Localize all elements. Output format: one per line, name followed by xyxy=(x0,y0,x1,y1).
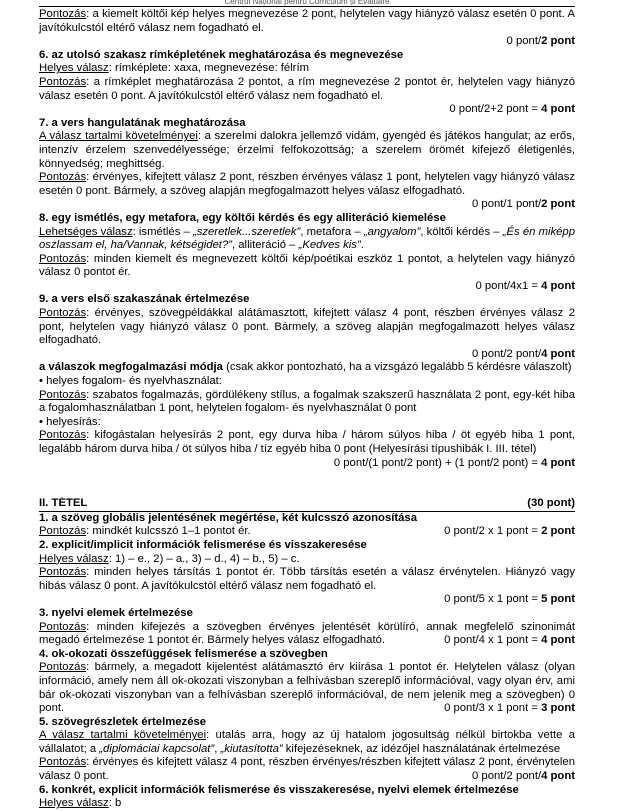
score-line: 0 pont/2 pont/4 pont xyxy=(472,347,575,360)
question-title: 3. nyelvi elemek értelmezése xyxy=(39,606,193,619)
question-title: 9. a vers első szakaszának értelmezése xyxy=(39,293,250,306)
scoring-text: Pontozás: a rímképlet meghatározása 2 pontot, a rím megnevezése 2 pontot ér, helytelen vagy hiányzó válasz esetén 0 pont. A javítókulcstól eltérő válasz nem fogadható el. xyxy=(39,75,575,102)
score-line: 0 pont/2 pont xyxy=(506,35,575,48)
scoring-text: Pontozás: érvényes és kifejtett válasz 4 pont, részben érvényes/részben kifejtett válasz 2 pont, érvénytelen válasz 0 pont. xyxy=(39,756,575,783)
answer-text: A válasz tartalmi követelményei: a szerelmi dalokra jellemző vidám, gyengéd és játékos hangulat; az erős, intenzív érzelem szenvedélyessége; érzelmi felfokozottság; a szerelem örömét kifejező életigenlés, könnyedség; meghittség. xyxy=(39,130,575,170)
score-line: 0 pont/5 x 1 pont = 5 pont xyxy=(444,593,575,606)
question-title: 6. az utolsó szakasz rímképletének meghatározása és megnevezése xyxy=(39,48,404,61)
score-line: 0 pont/2 pont/4 pont xyxy=(472,770,575,783)
answer-text: Helyes válasz: 1) – e., 2) – a., 3) – d., 4) – b., 5) – c. xyxy=(39,552,300,565)
question-title: 6. konkrét, explicit információk felismerése és visszakeresése, nyelvi elemek értelmezése xyxy=(39,783,519,796)
question-title: 5. szövegrészletek értelmezése xyxy=(39,715,207,728)
page-header: Centrul Național pentru Curriculum și Evaluare xyxy=(224,0,390,6)
score-line: 0 pont/1 pont/2 pont xyxy=(472,198,575,211)
scoring-text: Pontozás: minden kiemelt és megnevezett költői kép/poétikai eszköz 1 pontot, a helytelen vagy hiányzó válasz 0 pontot ér. xyxy=(39,252,575,279)
answer-text: A válasz tartalmi követelményei: utalás arra, hogy az új hatalom jogosultság nélkül birtokba vette a vállalatot; a „diplomáciai kapcsolat”, „kiutasította” kifejezéseknek, az idézőjel használatának értelmezése xyxy=(39,729,575,755)
form-criteria-title: a válaszok megfogalmazási módja (csak akkor pontozható, ha a vizsgázó legalább 5 kérdésre válaszolt) xyxy=(39,361,572,374)
score-line: 0 pont/4x1 = 4 pont xyxy=(475,279,575,292)
scoring-text: Pontozás: érvényes, szövegpéldákkal alátámasztott, kifejtett válasz 4 pont, részben érvényes válasz 2 pont, helytelen vagy hiányzó válasz 0 pont. Bármely, a szöveg alapján megfogalmazott helyes válasz elfogadható. xyxy=(39,307,575,347)
question-title: 8. egy ismétlés, egy metafora, egy költői kérdés és egy alliteráció kiemelése xyxy=(39,211,446,224)
scoring-text: Pontozás: érvényes, kifejtett válasz 2 pont, részben érvényes válasz 1 pont, helytelen vagy hiányzó válasz esetén 0 pont. Bármely, a szöveg alapján megfogalmazott helyes válasz elfogadható. xyxy=(39,171,575,197)
question-title: 7. a vers hangulatának meghatározása xyxy=(39,116,246,129)
score-line: 0 pont/(1 pont/2 pont) + (1 pont/2 pont) = 4 pont xyxy=(333,456,575,469)
bullet-item: • helyes fogalom- és nyelvhasználat: xyxy=(39,375,222,388)
question-title: 4. ok-okozati összefüggések felismerése a szövegben xyxy=(39,647,328,660)
header-rule xyxy=(39,6,575,7)
question-title: 2. explicit/implicit információk felismerése és visszakeresése xyxy=(39,538,367,551)
scoring-text: Pontozás: kifogástalan helyesírás 2 pont, egy durva hiba / három súlyos hiba / öt egyéb hiba 1 pont, legalább három durva hiba / öt súlyos hiba / tíz egyéb hiba 0 pont (Helyesírási típushibák I. III. tétel) xyxy=(39,429,575,455)
answer-text: Helyes válasz: b xyxy=(39,797,122,810)
answer-text: Lehetséges válasz: ismétlés – „szeretlek...szeretlek”, metafora – „angyalom”, költői kérdés – „És én miképp oszlassam el, ha/Vannak, kétségidet?”, alliteráció – „Kedves kis”. xyxy=(39,225,575,252)
scoring-text: Pontozás: minden kifejezés a szövegben érvényes jelentését körülíró, annak megfelelő szinonimát megadó értelmezése 1 pontot ér. Bármely helyes válasz elfogadható. xyxy=(39,620,575,647)
score-line: 0 pont/3 x 1 pont = 3 pont xyxy=(444,702,575,715)
bullet-item: • helyesírás: xyxy=(39,415,101,428)
scoring-text: Pontozás: a kiemelt költői kép helyes megnevezése 2 pont, helytelen vagy hiányzó válasz esetén 0 pont. A javítókulcstól eltérő válasz nem fogadható el. xyxy=(39,8,575,34)
section-gap xyxy=(39,470,575,497)
score-line: 0 pont/2+2 pont = 4 pont xyxy=(449,103,575,116)
score-line: 0 pont/4 x 1 pont = 4 pont xyxy=(444,634,575,647)
scoring-text: Pontozás: mindkét kulcsszó 1–1 pontot ér. 0 pont/2 x 1 pont = 2 pont xyxy=(39,525,575,538)
scoring-text: Pontozás: minden helyes társítás 1 pontot ér. Több társítás esetén a válasz érvénytelen. Hiányzó vagy hibás válasz 0 pont. A javítókulcstól eltérő válasz nem fogadható el. xyxy=(39,566,575,592)
document-page xyxy=(39,0,575,811)
scoring-text: Pontozás: szabatos fogalmazás, gördülékeny stílus, a fogalmak szakszerű használata 2 pont, egy-két hiba a fogalomhasználatban 1 pont, helytelen fogalom- és nyelvhasználat 0 pont xyxy=(39,388,575,415)
answer-text: Helyes válasz: rímképlete: xaxa, megnevezése: félrím xyxy=(39,62,309,75)
question-title: 1. a szöveg globális jelentésének megértése, két kulcsszó azonosítása xyxy=(39,511,417,524)
scoring-text: Pontozás: bármely, a megadott kijelentést alátámasztó érv kiírása 1 pontot ér. Helytelen válasz (olyan információ, amely nem áll ok-okozati viszonyban a felhívásban szereplő információval, vagy olyan érv, ami bár ok-okozati viszonyban van a felhívásban szereplő információval, de nem jelenik meg a szövegben) 0 pont. xyxy=(39,661,575,715)
section-heading: II. TÉTEL (30 pont) xyxy=(39,497,575,512)
